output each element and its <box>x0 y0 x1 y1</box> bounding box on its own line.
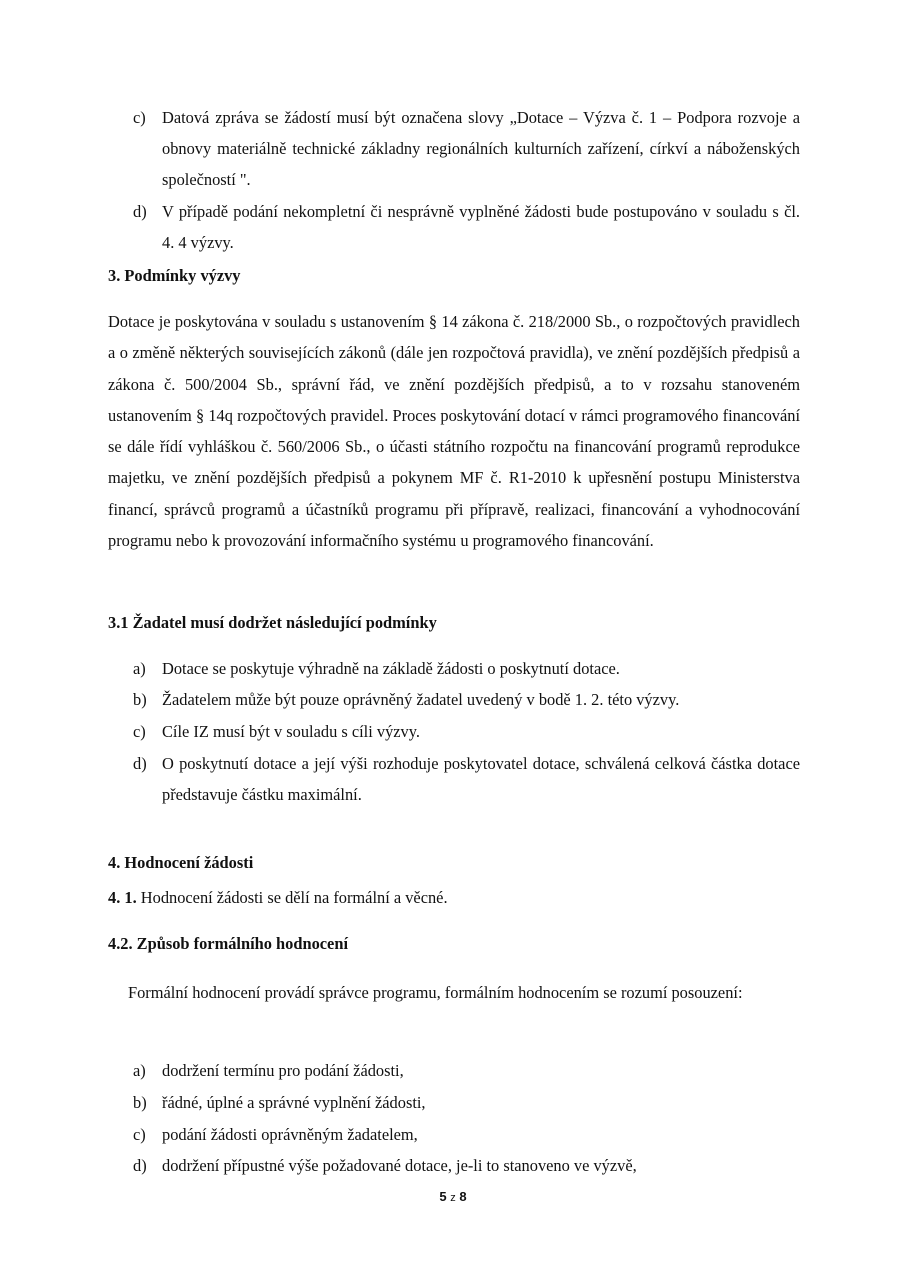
list-marker: c) <box>133 1125 146 1144</box>
list-marker: d) <box>133 1156 147 1175</box>
list-item <box>133 748 800 810</box>
list-item-text: V případě podání nekompletní či nesprávně vyplněné žádosti bude postupováno v souladu s čl. 4. 4 výzvy. <box>162 202 800 252</box>
section-heading: 4. Hodnocení žádosti <box>108 853 254 872</box>
subsection-number: 4. 1. <box>108 888 137 907</box>
section-paragraph: Dotace je poskytována v souladu s ustanovením § 14 zákona č. 218/2000 Sb., o rozpočtových pravidlech a o změně některých souvisejících zákonů (dále jen rozpočtová pravidla), ve znění pozdějších předpisů a zákona č. 500/2004 Sb., správní řád, ve znění pozdějších předpisů, a to v rozsahu stanoveném ustanovením § 14q rozpočtových pravidel. Proces poskytování dotací v rámci programového financování se dále řídí vyhláškou č. 560/2006 Sb., o účasti státního rozpočtu na financování programů reprodukce majetku, ve znění pozdějších předpisů a pokynem MF č. R1-2010 k upřesnění postupu Ministerstva financí, správců programů a účastníků programu při přípravě, realizaci, financování a vyhodnocování programu nebo k provozování informačního systému u programového financování. <box>108 312 800 551</box>
list-item-text: řádné, úplné a správné vyplnění žádosti, <box>162 1093 426 1112</box>
list-item-text: podání žádosti oprávněným žadatelem, <box>162 1125 418 1144</box>
list-item <box>133 1119 800 1150</box>
subsection-line <box>108 888 448 908</box>
list-item <box>133 684 800 715</box>
list-item <box>133 653 800 684</box>
list-marker: d) <box>133 754 147 773</box>
section-heading: 3.1 Žadatel musí dodržet následující podmínky <box>108 613 437 632</box>
page-separator: z <box>450 1192 456 1204</box>
page-number <box>0 1189 906 1204</box>
list-marker: c) <box>133 722 146 741</box>
list-item <box>133 102 800 195</box>
section-intro: Formální hodnocení provádí správce programu, formálním hodnocením se rozumí posouzení: <box>128 983 743 1002</box>
section-heading: 4.2. Způsob formálního hodnocení <box>108 934 349 953</box>
list-marker: d) <box>133 202 147 221</box>
list-item <box>133 1055 800 1086</box>
list-item <box>133 716 800 747</box>
page-total: 8 <box>459 1189 467 1204</box>
list-marker: a) <box>133 659 146 678</box>
list-item-text: Datová zpráva se žádostí musí být označena slovy „Dotace – Výzva č. 1 – Podpora rozvoje a obnovy materiálně technické základny regionálních kulturních zařízení, církví a náboženských společností ". <box>162 108 800 189</box>
list-item <box>133 196 800 258</box>
list-marker: b) <box>133 690 147 709</box>
list-marker: b) <box>133 1093 147 1112</box>
list-item-text: Dotace se poskytuje výhradně na základě žádosti o poskytnutí dotace. <box>162 659 620 678</box>
list-item <box>133 1150 800 1181</box>
list-item-text: O poskytnutí dotace a její výši rozhoduje poskytovatel dotace, schválená celková částka dotace představuje částku maximální. <box>162 754 800 804</box>
list-marker: a) <box>133 1061 146 1080</box>
list-item-text: Cíle IZ musí být v souladu s cíli výzvy. <box>162 722 420 741</box>
list-item-text: dodržení přípustné výše požadované dotace, je-li to stanoveno ve výzvě, <box>162 1156 637 1175</box>
list-item-text: dodržení termínu pro podání žádosti, <box>162 1061 404 1080</box>
section-heading: 3. Podmínky výzvy <box>108 266 241 285</box>
list-item-text: Žadatelem může být pouze oprávněný žadatel uvedený v bodě 1. 2. této výzvy. <box>162 690 680 709</box>
page-current: 5 <box>439 1189 447 1204</box>
list-marker: c) <box>133 108 146 127</box>
list-item <box>133 1087 800 1118</box>
subsection-text: Hodnocení žádosti se dělí na formální a věcné. <box>136 888 448 907</box>
